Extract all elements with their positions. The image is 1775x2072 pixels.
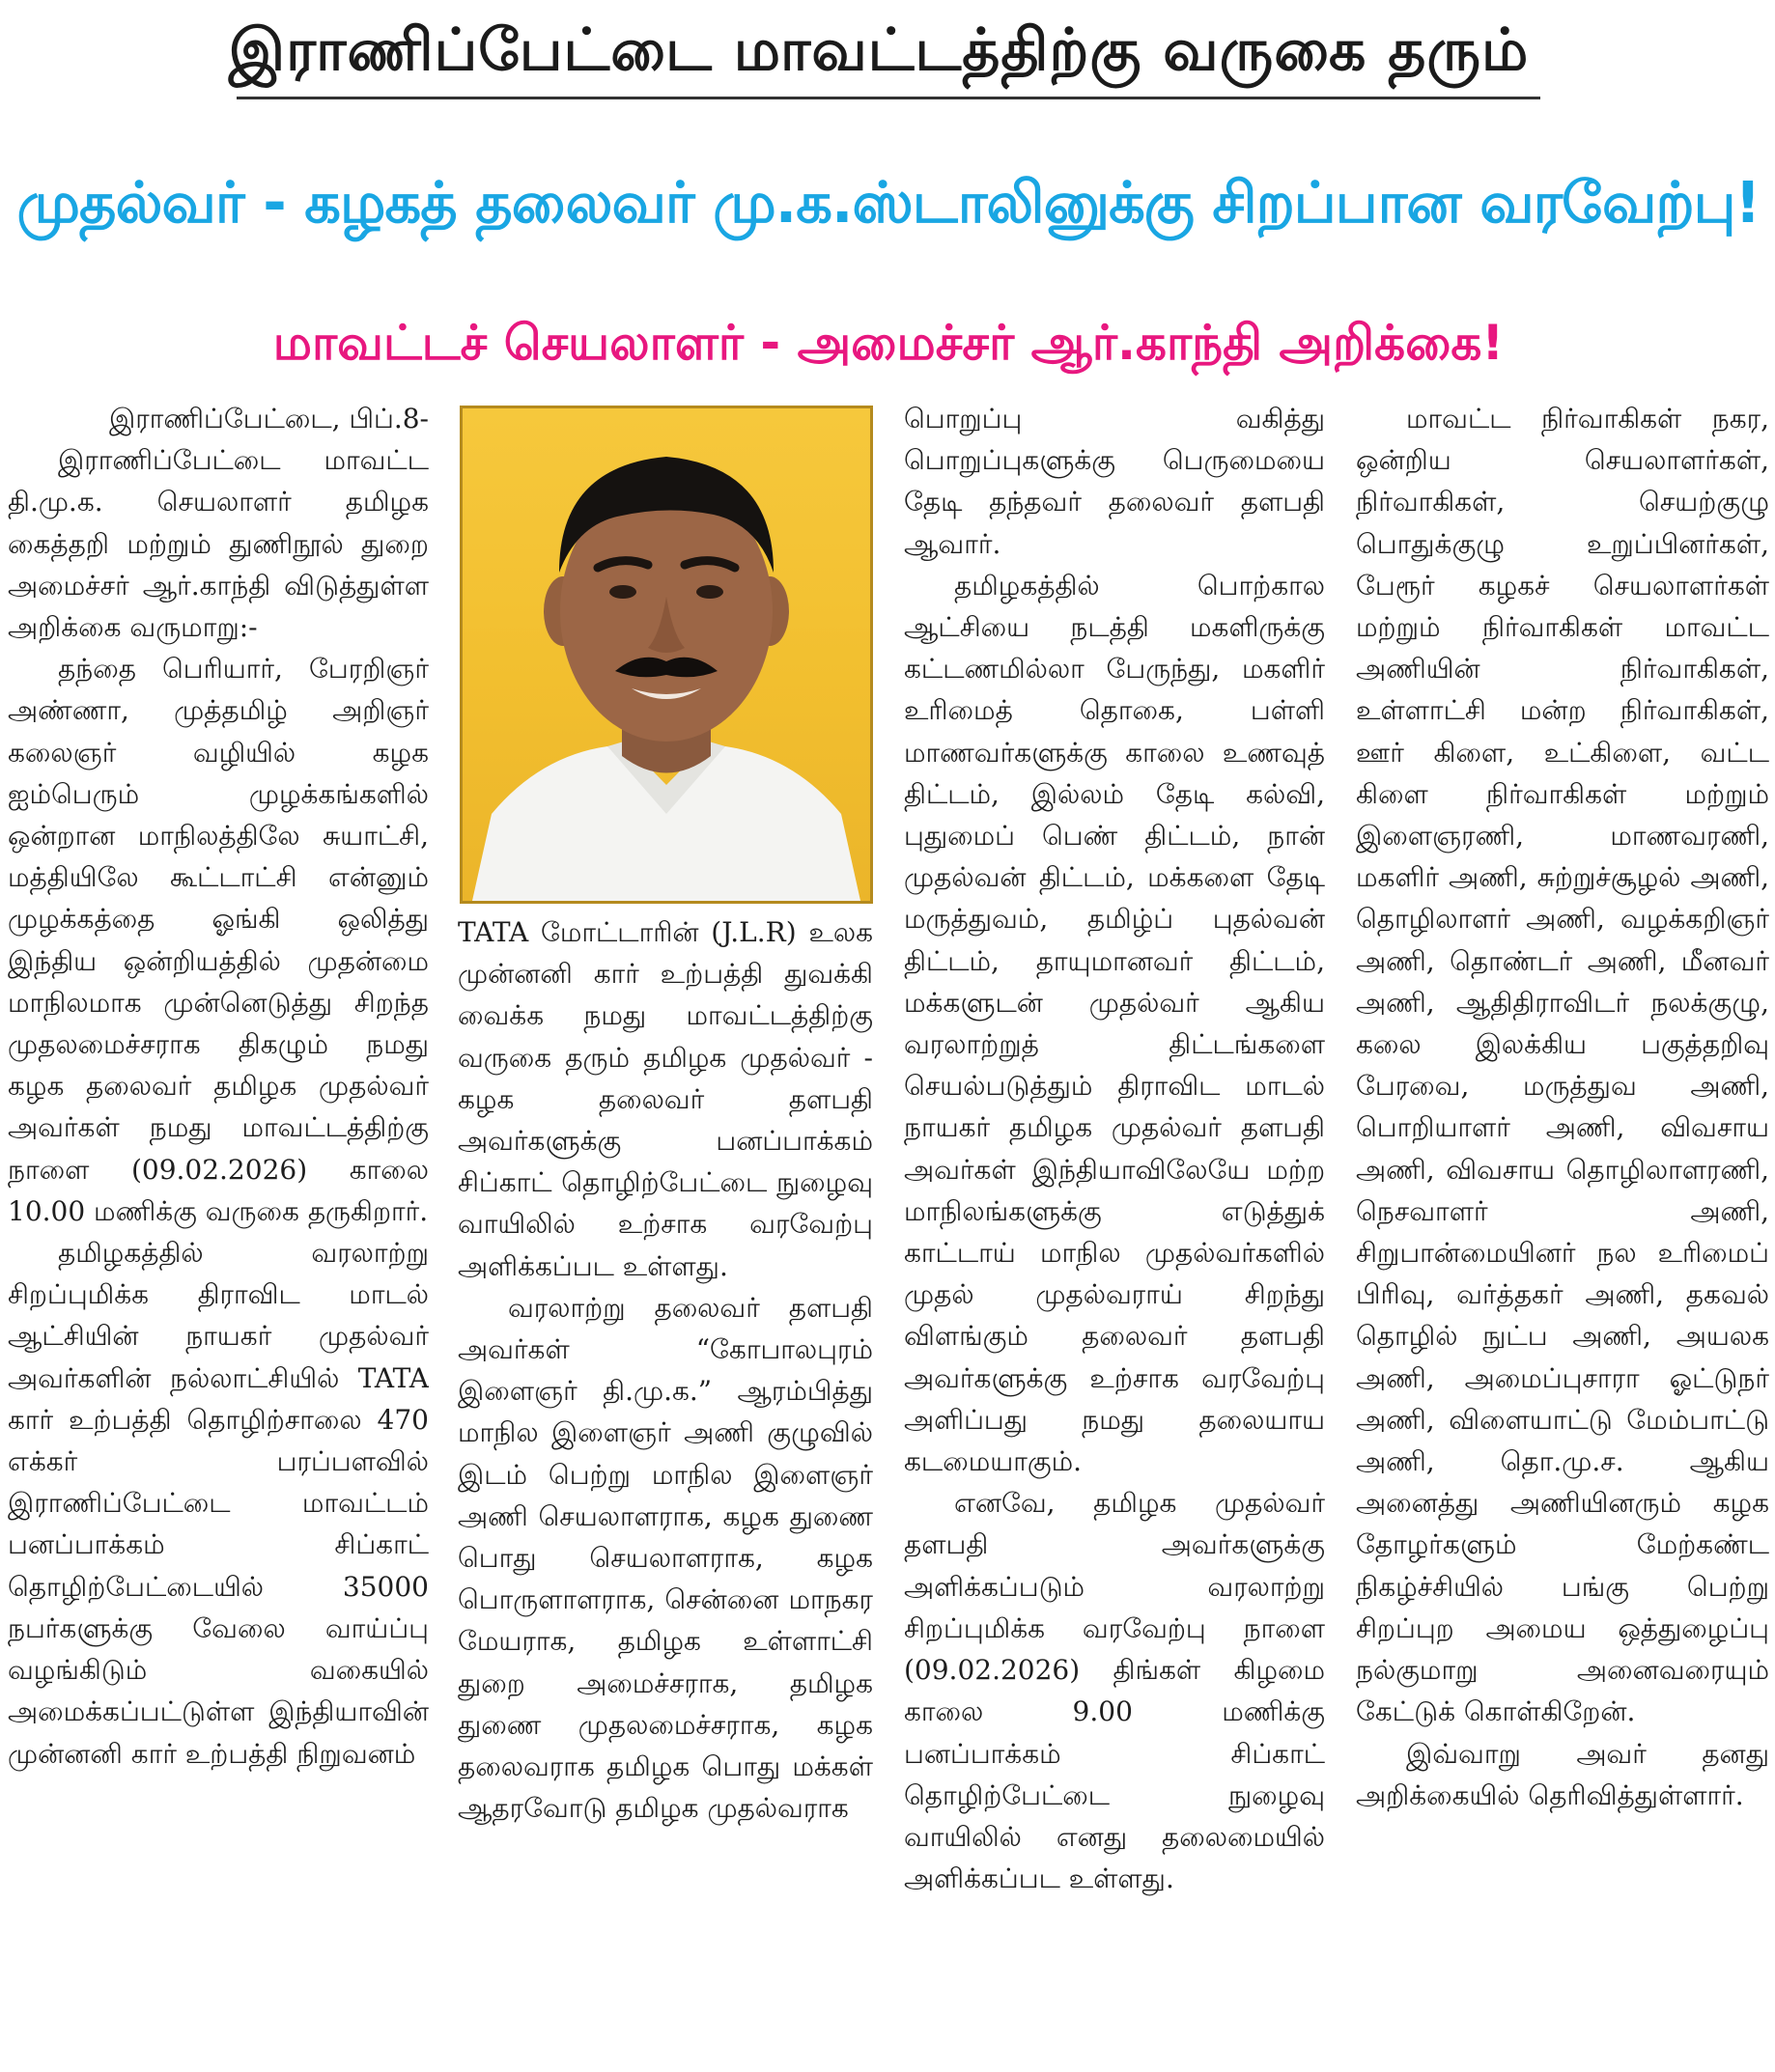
article-column-2 xyxy=(458,911,873,2068)
portrait-photo xyxy=(460,406,873,904)
article-column-3 xyxy=(904,398,1325,2068)
dateline: இராணிப்பேட்டை, பிப்.8- xyxy=(109,403,429,434)
paragraph xyxy=(0,0,1,1)
kicker-headline: இராணிப்பேட்டை மாவட்டத்திற்கு வருகை தரும் xyxy=(228,16,1530,84)
paragraph: இராணிப்பேட்டை மாவட்ட தி.மு.க. செயலாளர் தமிழக கைத்தறி மற்றும் துணிநூல் துறை அமைச்சர் ஆர்.காந்தி விடுத்துள்ள அறிக்கை வருமாறு:- xyxy=(8,444,429,644)
subheadline: மாவட்டச் செயலாளர் - அமைச்சர் ஆர்.காந்தி அறிக்கை! xyxy=(272,315,1505,371)
paragraph: பொறுப்பு வகித்து பொறுப்புகளுக்கு பெருமையை தேடி தந்தவர் தலைவர் தளபதி ஆவார். xyxy=(904,403,1325,560)
paragraph: TATA மோட்டாரின் (J.L.R) உலக முன்னனி கார் உற்பத்தி துவக்கி வைக்க நமது மாவட்டத்திற்கு வருகை தரும் தமிழக முதல்வர் - கழக தலைவர் தளபதி அவர்களுக்கு பனப்பாக்கம் சிப்காட் தொழிற்பேட்டை நுழைவு வாயிலில் உற்சாக வரவேற்பு அளிக்கப்பட உள்ளது. xyxy=(458,916,873,1282)
paragraph: இவ்வாறு அவர் தனது அறிக்கையில் தெரிவித்துள்ளார். xyxy=(1356,1737,1769,1811)
paragraph: தமிழகத்தில் பொற்கால ஆட்சியை நடத்தி மகளிருக்கு கட்டணமில்லா பேருந்து, மகளிர் உரிமைத் தொகை, பள்ளி மாணவர்களுக்கு காலை உணவுத் திட்டம், இல்லம் தேடி கல்வி, புதுமைப் பெண் திட்டம், நான் முதல்வன் திட்டம், மக்களை தேடி மருத்துவம், தமிழ்ப் புதல்வன் திட்டம், தாயுமானவர் திட்டம், மக்களுடன் முதல்வர் ஆகிய வரலாற்றுத் திட்டங்களை செயல்படுத்தும் திராவிட மாடல் நாயகர் தமிழக முதல்வர் தளபதி அவர்கள் இந்தியாவிலேயே மற்ற மாநிலங்களுக்கு எடுத்துக் காட்டாய் மாநில முதல்வர்களில் முதல் முதல்வராய் சிறந்து விளங்கும் தலைவர் தளபதி அவர்களுக்கு உற்சாக வரவேற்பு அளிப்பது நமது தலையாய கடமையாகும். xyxy=(904,569,1325,1478)
portrait-illustration xyxy=(463,408,870,901)
paragraph: வரலாற்று தலைவர் தளபதி அவர்கள் “கோபாலபுரம் இளைஞர் தி.மு.க.” ஆரம்பித்து மாநில இளைஞர் அணி குழுவில் இடம் பெற்று மாநில இளைஞர் அணி செயலாளராக, கழக துணை பொது செயலாளராக, கழக பொருளாளராக, சென்னை மாநகர மேயராக, தமிழக உள்ளாட்சி துறை அமைச்சராக, தமிழக துணை முதலமைச்சராக, கழக தலைவராக தமிழக பொது மக்கள் ஆதரவோடு தமிழக முதல்வராக xyxy=(458,1291,873,1825)
paragraph: மாவட்ட நிர்வாகிகள் நகர, ஒன்றிய செயலாளர்கள், நிர்வாகிகள், செயற்குழு பொதுக்குழு உறுப்பினர்கள், பேரூர் கழகச் செயலாளர்கள் மற்றும் நிர்வாகிகள் மாவட்ட அணியின் நிர்வாகிகள், உள்ளாட்சி மன்ற நிர்வாகிகள், ஊர் கிளை, உட்கிளை, வட்ட கிளை நிர்வாகிகள் மற்றும் இளைஞரணி, மாணவரணி, மகளிர் அணி, சுற்றுச்சூழல் அணி, தொழிலாளர் அணி, வழக்கறிஞர் அணி, தொண்டர் அணி, மீனவர் அணி, ஆதிதிராவிடர் நலக்குழு, கலை இலக்கிய பகுத்தறிவு பேரவை, மருத்துவ அணி, பொறியாளர் அணி, விவசாய அணி, விவசாய தொழிலாளரணி, நெசவாளர் அணி, சிறுபான்மையினர் நல உரிமைப் பிரிவு, வர்த்தகர் அணி, தகவல் தொழில் நுட்ப அணி, அயலக அணி, அமைப்புசாரா ஓட்டுநர் அணி, விளையாட்டு மேம்பாட்டு அணி, தொ.மு.ச. ஆகிய அனைத்து அணியினரும் கழக தோழர்களும் மேற்கண்ட நிகழ்ச்சியில் பங்கு பெற்று சிறப்புற அமைய ஒத்துழைப்பு நல்குமாறு அனைவரையும் கேட்டுக் கொள்கிறேன். xyxy=(1356,403,1769,1728)
article-column-4 xyxy=(1356,398,1769,2068)
main-headline: முதல்வர் - கழகத் தலைவர் மு.க.ஸ்டாலினுக்கு சிறப்பான வரவேற்பு! xyxy=(16,169,1761,236)
kicker-rule xyxy=(237,97,1540,99)
paragraph: தமிழகத்தில் வரலாற்று சிறப்புமிக்க திராவிட மாடல் ஆட்சியின் நாயகர் முதல்வர் அவர்களின் நல்லாட்சியில் TATA கார் உற்பத்தி தொழிற்சாலை 470 எக்கர் பரப்பளவில் இராணிப்பேட்டை மாவட்டம் பனப்பாக்கம் சிப்காட் தொழிற்பேட்டையில் 35000 நபர்களுக்கு வேலை வாய்ப்பு வழங்கிடும் வகையில் அமைக்கப்பட்டுள்ள இந்தியாவின் முன்னனி கார் உற்பத்தி நிறுவனம் xyxy=(8,1237,429,1770)
paragraph: எனவே, தமிழக முதல்வர் தளபதி அவர்களுக்கு அளிக்கப்படும் வரலாற்று சிறப்புமிக்க வரவேற்பு நாளை (09.02.2026) திங்கள் கிழமை காலை 9.00 மணிக்கு பனப்பாக்கம் சிப்காட் தொழிற்பேட்டை நுழைவு வாயிலில் எனது தலைமையில் அளிக்கப்பட உள்ளது. xyxy=(904,1487,1325,1895)
paragraph: தந்தை பெரியார், பேரறிஞர் அண்ணா, முத்தமிழ் அறிஞர் கலைஞர் வழியில் கழக ஐம்பெரும் முழக்கங்களில் ஒன்றான மாநிலத்திலே சுயாட்சி, மத்தியிலே கூட்டாட்சி என்னும் முழக்கத்தை ஓங்கி ஒலித்து இந்திய ஒன்றியத்தில் முதன்மை மாநிலமாக முன்னெடுத்து சிறந்த முதலமைச்சராக திகழும் நமது கழக தலைவர் தமிழக முதல்வர் அவர்கள் நமது மாவட்டத்திற்கு நாளை (09.02.2026) காலை 10.00 மணிக்கு வருகை தருகிறார். xyxy=(8,653,429,1227)
article-column-1 xyxy=(8,398,429,2068)
